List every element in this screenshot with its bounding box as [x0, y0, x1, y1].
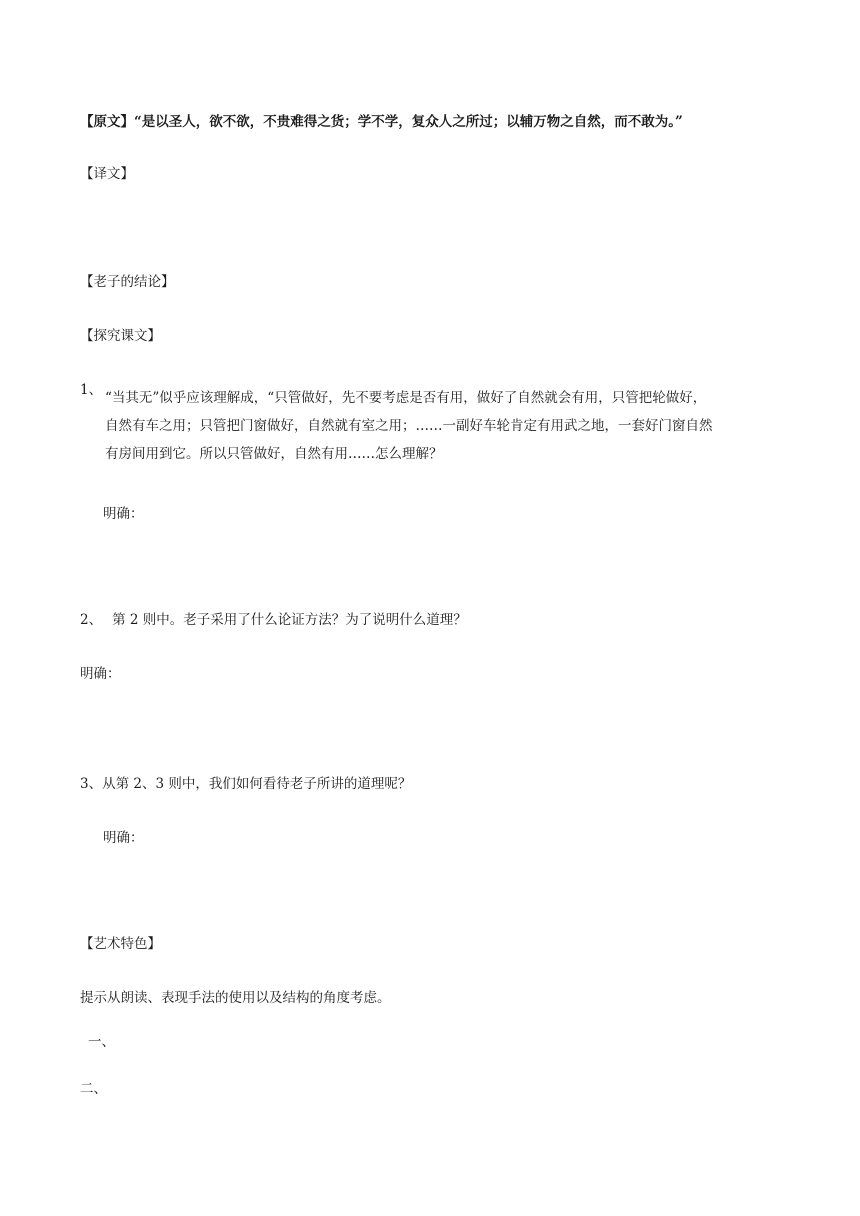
question-2-answer-label: 明确： [80, 666, 121, 682]
art-item-1: 一、 [88, 1034, 115, 1050]
question-1-line: 自然有车之用；只管把门窗做好，自然就有室之用；……一副好车轮肯定有用武之地，一套好门窗自然 [105, 418, 713, 434]
explore-heading: 【探究课文】 [80, 328, 161, 344]
original-quote: “是以圣人，欲不欲，不贵难得之货；学不学，复众人之所过；以辅万物之自然，而不敢为。” [134, 114, 683, 130]
question-1-line: 有房间用到它。所以只管做好，自然有用……怎么理解？ [105, 446, 443, 462]
original-text-line [80, 116, 683, 130]
art-hint: 提示从朗读、表现手法的使用以及结构的角度考虑。 [80, 990, 391, 1006]
art-heading: 【艺术特色】 [80, 936, 161, 952]
question-3-text: 3、从第 2、3 则中，我们如何看待老子所讲的道理呢？ [80, 776, 412, 792]
original-label: 【原文】 [80, 114, 134, 130]
question-1-line: “当其无”似乎应该理解成，“只管做好，先不要考虑是否有用，做好了自然就会有用，只管把轮做好， [105, 390, 707, 406]
question-1-text [105, 384, 795, 468]
art-item-2: 二、 [80, 1081, 107, 1097]
question-2-number: 2、 [80, 612, 103, 628]
question-1-answer-label: 明确： [103, 506, 144, 522]
laozi-conclusion-heading: 【老子的结论】 [80, 274, 175, 290]
question-2-line [80, 614, 467, 628]
translation-heading: 【译文】 [80, 166, 134, 182]
question-2-text: 第 2 则中。老子采用了什么论证方法？为了说明什么道理？ [112, 612, 467, 628]
question-1-number: 1、 [80, 382, 103, 398]
question-3-answer-label: 明确： [103, 830, 144, 846]
